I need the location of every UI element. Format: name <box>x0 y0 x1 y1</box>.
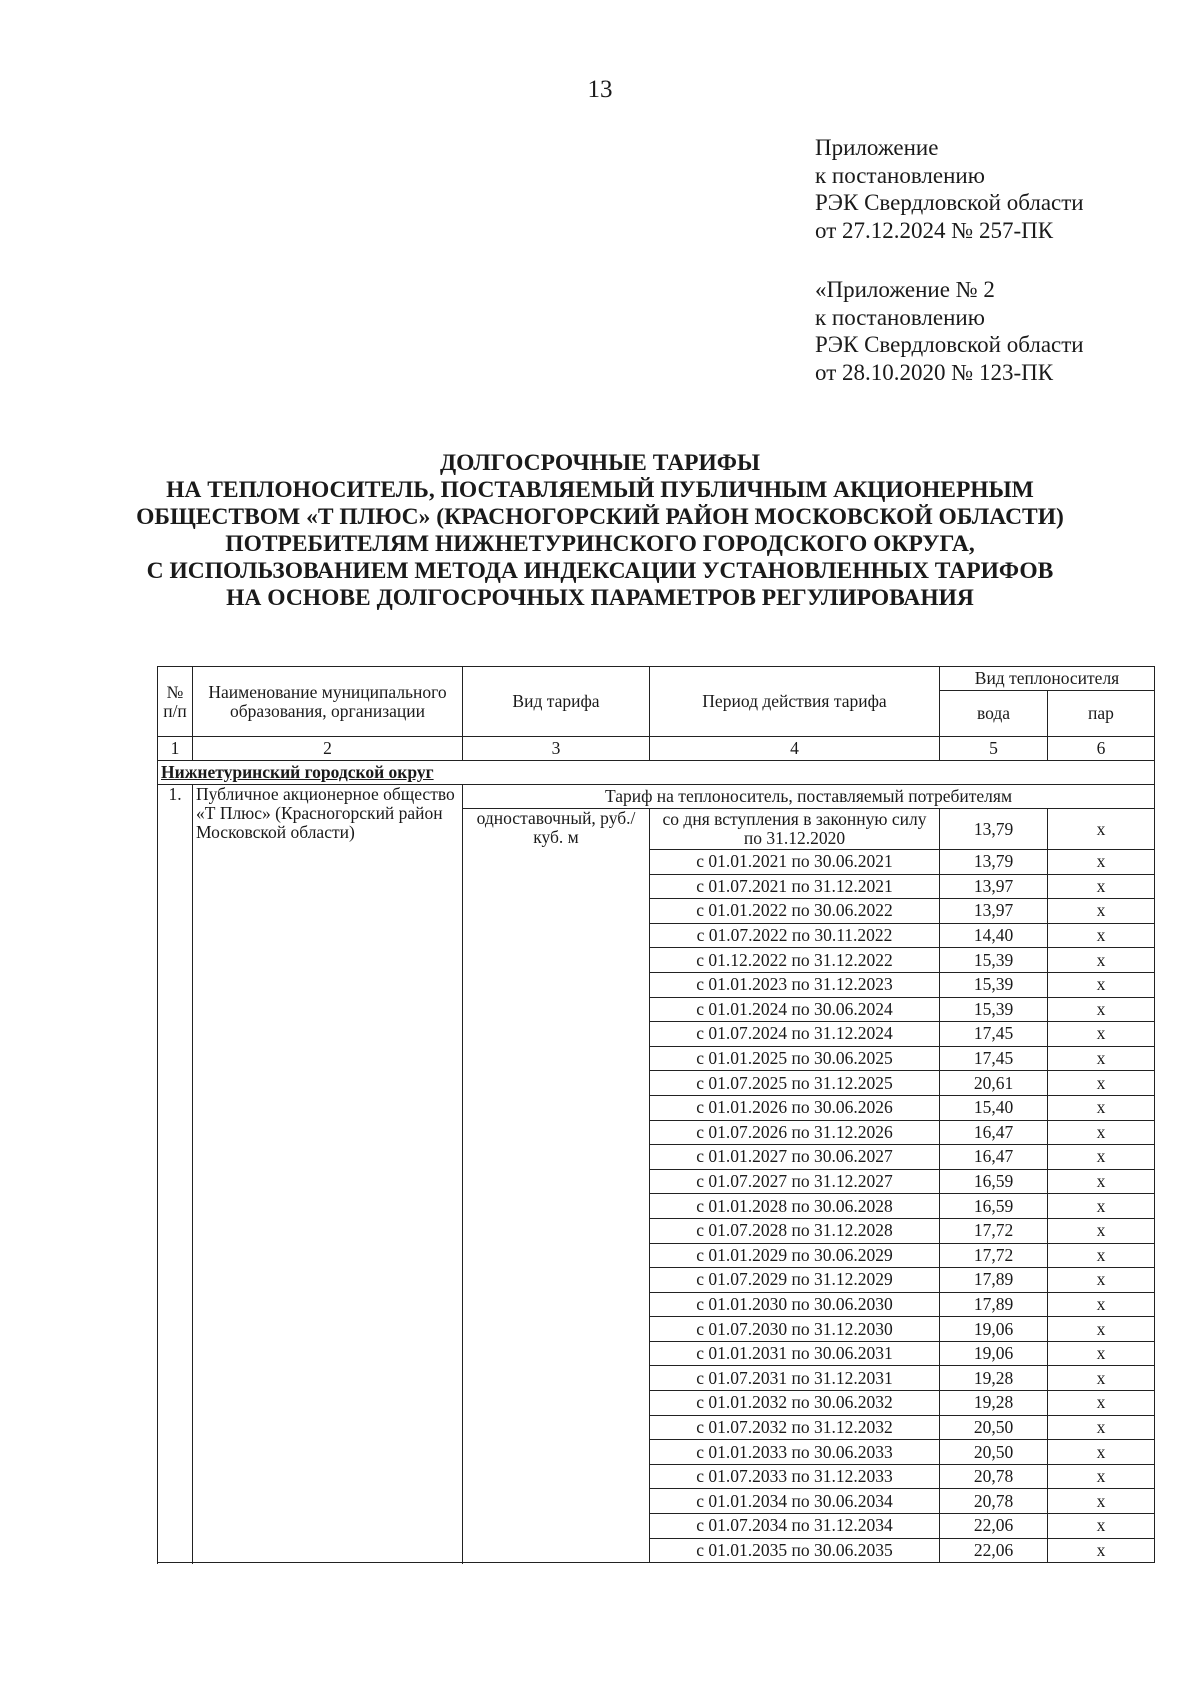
appendix-line: Приложение <box>815 135 939 160</box>
water-tariff-cell: 16,47 <box>940 1120 1048 1145</box>
steam-tariff-cell: x <box>1048 899 1155 924</box>
steam-tariff-cell: x <box>1048 1317 1155 1342</box>
title-line: ДОЛГОСРОЧНЫЕ ТАРИФЫ <box>439 450 761 476</box>
document-title <box>60 450 1140 612</box>
appendix-line: от 27.12.2024 № 257-ПК <box>815 217 1054 243</box>
steam-tariff-cell: x <box>1048 923 1155 948</box>
period-cell: с 01.01.2029 по 30.06.2029 <box>650 1243 940 1268</box>
header-water: вода <box>940 691 1048 737</box>
steam-tariff-cell: x <box>1048 1071 1155 1096</box>
water-tariff-cell: 16,59 <box>940 1169 1048 1194</box>
period-cell: с 01.01.2026 по 30.06.2026 <box>650 1095 940 1120</box>
water-tariff-cell: 16,47 <box>940 1145 1048 1170</box>
steam-tariff-cell: x <box>1048 1538 1155 1563</box>
period-cell: с 01.01.2033 по 30.06.2033 <box>650 1440 940 1465</box>
header-period: Период действия тарифа <box>650 667 940 737</box>
water-tariff-cell: 20,78 <box>940 1489 1048 1514</box>
period-cell: с 01.07.2021 по 31.12.2021 <box>650 874 940 899</box>
steam-tariff-cell: x <box>1048 1415 1155 1440</box>
water-tariff-cell: 22,06 <box>940 1514 1048 1539</box>
water-tariff-cell: 20,50 <box>940 1415 1048 1440</box>
header-tariff-type: Вид тарифа <box>463 667 650 737</box>
period-cell: с 01.07.2031 по 31.12.2031 <box>650 1366 940 1391</box>
period-cell: с 01.12.2022 по 31.12.2022 <box>650 948 940 973</box>
appendix-line: от 28.10.2020 № 123-ПК <box>815 359 1054 385</box>
period-cell: с 01.01.2027 по 30.06.2027 <box>650 1145 940 1170</box>
appendix-line: к постановлению <box>815 162 985 188</box>
item-number: 1. <box>158 785 193 1563</box>
appendix-note-current <box>815 134 1084 244</box>
water-tariff-cell: 19,28 <box>940 1366 1048 1391</box>
steam-tariff-cell: x <box>1048 1292 1155 1317</box>
period-cell: с 01.01.2028 по 30.06.2028 <box>650 1194 940 1219</box>
steam-tariff-cell: x <box>1048 997 1155 1022</box>
steam-tariff-cell: x <box>1048 1464 1155 1489</box>
appendix-line: к постановлению <box>815 304 985 330</box>
appendix-line: «Приложение № 2 <box>815 277 995 302</box>
water-tariff-cell: 15,39 <box>940 997 1048 1022</box>
period-cell: с 01.07.2026 по 31.12.2026 <box>650 1120 940 1145</box>
period-cell: с 01.01.2022 по 30.06.2022 <box>650 899 940 924</box>
period-cell: с 01.01.2032 по 30.06.2032 <box>650 1391 940 1416</box>
water-tariff-cell: 15,39 <box>940 972 1048 997</box>
period-cell: с 01.07.2022 по 30.11.2022 <box>650 923 940 948</box>
water-tariff-cell: 19,06 <box>940 1317 1048 1342</box>
column-number: 2 <box>193 737 463 761</box>
title-line: ПОТРЕБИТЕЛЯМ НИЖНЕТУРИНСКОГО ГОРОДСКОГО ОКРУГА, <box>225 531 975 557</box>
water-tariff-cell: 13,97 <box>940 899 1048 924</box>
header-no: № п/п <box>158 667 193 737</box>
district-heading: Нижнетуринский городской округ <box>158 761 1155 785</box>
page-number: 13 <box>587 76 613 103</box>
period-cell: с 01.01.2035 по 30.06.2035 <box>650 1538 940 1563</box>
steam-tariff-cell: x <box>1048 809 1155 850</box>
organization-name: Публичное акционерное общество «Т Плюс» (Красногорский район Московской области) <box>193 785 463 1563</box>
water-tariff-cell: 13,97 <box>940 874 1048 899</box>
header-carrier: Вид теплоносителя <box>940 667 1155 691</box>
column-number: 1 <box>158 737 193 761</box>
steam-tariff-cell: x <box>1048 1268 1155 1293</box>
water-tariff-cell: 20,78 <box>940 1464 1048 1489</box>
water-tariff-cell: 19,28 <box>940 1391 1048 1416</box>
period-cell: с 01.07.2029 по 31.12.2029 <box>650 1268 940 1293</box>
water-tariff-cell: 13,79 <box>940 850 1048 875</box>
steam-tariff-cell: x <box>1048 972 1155 997</box>
water-tariff-cell: 20,50 <box>940 1440 1048 1465</box>
water-tariff-cell: 17,89 <box>940 1292 1048 1317</box>
steam-tariff-cell: x <box>1048 1341 1155 1366</box>
period-cell: с 01.01.2024 по 30.06.2024 <box>650 997 940 1022</box>
steam-tariff-cell: x <box>1048 1046 1155 1071</box>
water-tariff-cell: 22,06 <box>940 1538 1048 1563</box>
appendix-note-original <box>815 276 1084 386</box>
water-tariff-cell: 16,59 <box>940 1194 1048 1219</box>
column-number: 4 <box>650 737 940 761</box>
water-tariff-cell: 17,45 <box>940 1022 1048 1047</box>
header-steam: пар <box>1048 691 1155 737</box>
period-cell: с 01.01.2023 по 31.12.2023 <box>650 972 940 997</box>
water-tariff-cell: 17,89 <box>940 1268 1048 1293</box>
appendix-line: РЭК Свердловской области <box>815 332 1084 357</box>
water-tariff-cell: 20,61 <box>940 1071 1048 1096</box>
steam-tariff-cell: x <box>1048 1218 1155 1243</box>
steam-tariff-cell: x <box>1048 1145 1155 1170</box>
title-line: С ИСПОЛЬЗОВАНИЕМ МЕТОДА ИНДЕКСАЦИИ УСТАНОВЛЕННЫХ ТАРИФОВ <box>146 558 1054 584</box>
steam-tariff-cell: x <box>1048 1095 1155 1120</box>
period-cell: с 01.07.2033 по 31.12.2033 <box>650 1464 940 1489</box>
column-number: 3 <box>463 737 650 761</box>
title-line: НА ОСНОВЕ ДОЛГОСРОЧНЫХ ПАРАМЕТРОВ РЕГУЛИРОВАНИЯ <box>226 585 974 611</box>
title-line: НА ТЕПЛОНОСИТЕЛЬ, ПОСТАВЛЯЕМЫЙ ПУБЛИЧНЫМ АКЦИОНЕРНЫМ <box>166 477 1034 503</box>
period-cell: с 01.07.2028 по 31.12.2028 <box>650 1218 940 1243</box>
period-cell: с 01.07.2032 по 31.12.2032 <box>650 1415 940 1440</box>
appendix-line: РЭК Свердловской области <box>815 190 1084 215</box>
water-tariff-cell: 14,40 <box>940 923 1048 948</box>
period-cell: с 01.07.2025 по 31.12.2025 <box>650 1071 940 1096</box>
steam-tariff-cell: x <box>1048 1391 1155 1416</box>
steam-tariff-cell: x <box>1048 1440 1155 1465</box>
period-cell: с 01.07.2034 по 31.12.2034 <box>650 1514 940 1539</box>
period-cell: с 01.07.2030 по 31.12.2030 <box>650 1317 940 1342</box>
steam-tariff-cell: x <box>1048 1194 1155 1219</box>
period-cell: с 01.07.2024 по 31.12.2024 <box>650 1022 940 1047</box>
steam-tariff-cell: x <box>1048 874 1155 899</box>
steam-tariff-cell: x <box>1048 1243 1155 1268</box>
period-cell: со дня вступления в законную силу по 31.12.2020 <box>650 809 940 850</box>
water-tariff-cell: 17,72 <box>940 1243 1048 1268</box>
column-number: 5 <box>940 737 1048 761</box>
water-tariff-cell: 17,45 <box>940 1046 1048 1071</box>
header-name: Наименование муниципального образования, организации <box>193 667 463 737</box>
tariff-table <box>157 666 1155 1563</box>
steam-tariff-cell: x <box>1048 1514 1155 1539</box>
tariff-kind: одноставочный, руб./куб. м <box>463 809 650 1563</box>
period-cell: с 01.07.2027 по 31.12.2027 <box>650 1169 940 1194</box>
steam-tariff-cell: x <box>1048 948 1155 973</box>
steam-tariff-cell: x <box>1048 850 1155 875</box>
steam-tariff-cell: x <box>1048 1022 1155 1047</box>
period-cell: с 01.01.2031 по 30.06.2031 <box>650 1341 940 1366</box>
title-line: ОБЩЕСТВОМ «Т ПЛЮС» (КРАСНОГОРСКИЙ РАЙОН МОСКОВСКОЙ ОБЛАСТИ) <box>136 504 1064 530</box>
steam-tariff-cell: x <box>1048 1489 1155 1514</box>
period-cell: с 01.01.2021 по 30.06.2021 <box>650 850 940 875</box>
water-tariff-cell: 15,40 <box>940 1095 1048 1120</box>
period-cell: с 01.01.2034 по 30.06.2034 <box>650 1489 940 1514</box>
steam-tariff-cell: x <box>1048 1120 1155 1145</box>
water-tariff-cell: 17,72 <box>940 1218 1048 1243</box>
water-tariff-cell: 15,39 <box>940 948 1048 973</box>
column-number: 6 <box>1048 737 1155 761</box>
water-tariff-cell: 13,79 <box>940 809 1048 850</box>
steam-tariff-cell: x <box>1048 1169 1155 1194</box>
section-caption: Тариф на теплоноситель, поставляемый потребителям <box>463 785 1155 809</box>
steam-tariff-cell: x <box>1048 1366 1155 1391</box>
water-tariff-cell: 19,06 <box>940 1341 1048 1366</box>
period-cell: с 01.01.2025 по 30.06.2025 <box>650 1046 940 1071</box>
period-cell: с 01.01.2030 по 30.06.2030 <box>650 1292 940 1317</box>
